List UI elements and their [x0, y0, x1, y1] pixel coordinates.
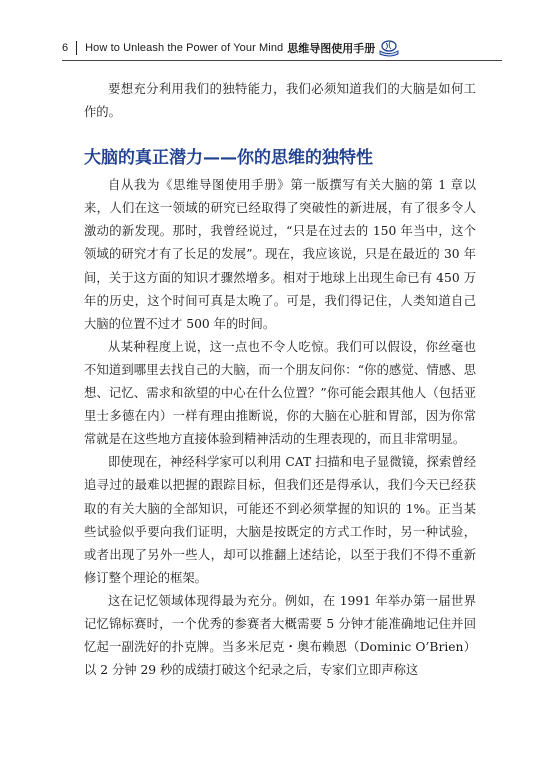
page-body — [84, 70, 476, 682]
header-divider — [76, 41, 77, 55]
intro-paragraph: 要想充分利用我们的独特能力，我们必须知道我们的大脑是如何工作的。 — [84, 82, 476, 120]
body-paragraph-4: 这在记忆领域体现得最为充分。例如，在 1991 年举办第一届世界记忆锦标赛时，一个优秀的参赛者大概需要 5 分钟才能准确地记住并回忆起一副洗好的扑克牌。当多米尼克・奥布赖恩（Dominic O’Brien）以 2 分钟 29 秒的成绩打破这个纪录之后，专家们立即声称这 — [84, 593, 476, 678]
book-title: How to Unleash the Power of Your Mind — [85, 42, 284, 54]
header-rule — [62, 60, 502, 61]
page-number: 6 — [62, 42, 69, 54]
brain-book-icon — [378, 39, 400, 57]
running-header — [62, 38, 502, 58]
body-paragraph-2: 从某种程度上说，这一点也不令人吃惊。我们可以假设，你丝毫也不知道到哪里去找自己的大脑，而一个朋友问你：“你的感觉、情感、思想、记忆、需求和欲望的中心在什么位置？”你可能会跟其他人（包括亚里士多德在内）一样有理由推断说，你的大脑在心脏和胃部，因为你常常就是在这些地方直接体验到精神活动的生理表现的，而且非常明显。 — [84, 339, 476, 447]
book-title-chinese: 思维导图使用手册 — [287, 43, 376, 55]
section-heading: 大脑的真正潜力——你的思维的独特性 — [84, 148, 373, 169]
body-paragraph-1: 自从我为《思维导图使用手册》第一版撰写有关大脑的第 1 章以来，人们在这一领域的研究已经取得了突破性的新进展，有了很多令人激动的新发现。那时，我曾经说过，“只是在过去的 150 年当中，这个领域的研究才有了长足的发展”。现在，我应该说，只是在最近的 30 年间，关于这方面的知识才骤然增多。相对于地球上出现生命已有 450 万年的历史，这个时间可真是太晚了。可是，我们得记住，人类知道自己大脑的位置不过才 500 年的时间。 — [84, 178, 476, 331]
body-paragraph-3: 即使现在，神经科学家可以利用 CAT 扫描和电子显微镜，探索曾经追寻过的最难以把握的跟踪目标，但我们还是得承认，我们今天已经获取的有关大脑的全部知识，可能还不到必须掌握的知识的 1%。正当某些试验似乎要向我们证明，大脑是按既定的方式工作时，另一种试验，或者出现了另外一些人，却可以推翻上述结论，以至于我们不得不重新修订整个理论的框架。 — [84, 455, 476, 585]
